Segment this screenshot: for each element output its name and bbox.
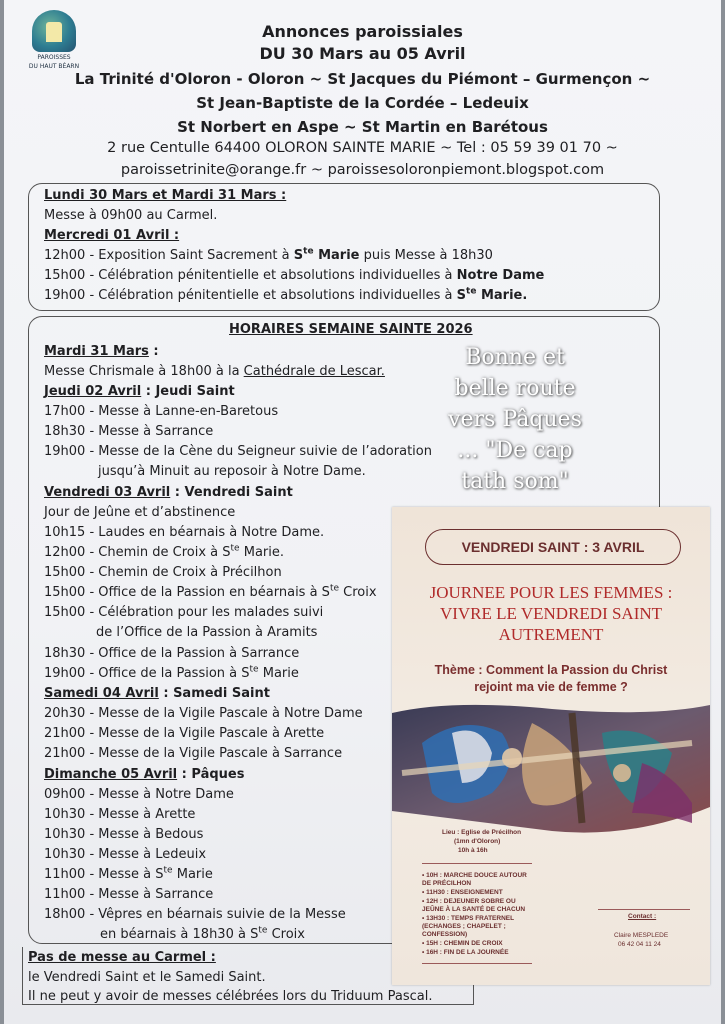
greeting-line: vers Pâques	[448, 407, 582, 432]
passion-painting	[392, 703, 710, 843]
friday-line: 18h30 - Office de la Passion à Sarrance	[44, 646, 300, 661]
sunday-line: 11h00 - Messe à Sarrance	[44, 887, 214, 902]
friday-line: 12h00 - Chemin de Croix à $S^{te}$ Marie.	[44, 543, 285, 560]
thursday-line: 19h00 - Messe de la Cène du Seigneur suivie de l’adoration	[44, 444, 432, 459]
program-item: DE PRÉCILHON	[422, 880, 472, 887]
contact-divider	[598, 909, 690, 910]
sunday-line: 10h30 - Messe à Arette	[44, 807, 196, 822]
friday-line: 15h00 - Office de la Passion en béarnais à $S^{te}$ Croix	[44, 583, 377, 600]
flyer-divider	[422, 963, 532, 964]
saturday-line: 21h00 - Messe de la Vigile Pascale à Sarrance	[44, 746, 343, 761]
thursday-heading: Jeudi 02 Avril : Jeudi Saint	[44, 384, 235, 399]
parishes-line-1: La Trinité d'Oloron - Oloron ~ St Jacques du Piémont – Gurmençon ~	[74, 70, 651, 88]
thursday-line: 18h30 - Messe à Sarrance	[44, 424, 214, 439]
friday-line: 15h00 - Chemin de Croix à Précilhon	[44, 565, 282, 580]
logo-caption-1: PAROISSES	[37, 54, 71, 61]
saturday-line: 20h30 - Messe de la Vigile Pascale à Notre Dame	[44, 706, 363, 721]
friday-line: 10h15 - Laudes en béarnais à Notre Dame.	[44, 525, 325, 540]
saturday-line: 21h00 - Messe de la Vigile Pascale à Arette	[44, 726, 325, 741]
program-item: • 13H30 : TEMPS FRATERNEL	[422, 915, 515, 922]
program-item: • 10H : MARCHE DOUCE AUTOUR	[422, 872, 527, 879]
contact-phone: 06 42 04 11 24	[618, 941, 661, 948]
flyer-title-line: JOURNEE POUR LES FEMMES :	[429, 583, 673, 602]
program-item: • 16H : FIN DE LA JOURNÉE	[422, 949, 509, 956]
wednesday-line-2: 15h00 - Célébration pénitentielle et absolutions individuelles à Notre Dame	[44, 268, 545, 283]
contact-line: paroissetrinite@orange.fr ~ paroissesoloronpiemont.blogspot.com	[120, 162, 605, 178]
carmel-line: Il ne peut y avoir de messes célébrées lors du Triduum Pascal.	[28, 989, 433, 1004]
greeting-line: ... "De cap	[457, 438, 573, 463]
carmel-mass-line: Messe à 09h00 au Carmel.	[44, 208, 218, 223]
easter-greeting	[420, 342, 610, 497]
flyer-title-line: AUTREMENT	[498, 625, 604, 644]
contact-label: Contact :	[628, 913, 657, 920]
program-item: CONFESSION)	[422, 931, 468, 938]
program-item: • 11H30 : ENSEIGNEMENT	[422, 889, 503, 896]
logo-caption-2: DU HAUT BÉARN	[28, 63, 80, 70]
womens-day-flyer	[392, 507, 710, 985]
parishes-line-3: St Norbert en Aspe ~ St Martin en Barétous	[177, 118, 548, 136]
greeting-line: Bonne et	[465, 345, 565, 370]
sunday-line: 09h00 - Messe à Notre Dame	[44, 787, 234, 802]
sunday-line: en béarnais à 18h30 à $S^{te}$ Croix	[100, 925, 305, 942]
thursday-line: 17h00 - Messe à Lanne-en-Baretous	[44, 404, 279, 419]
friday-line: Jour de Jeûne et d’abstinence	[44, 505, 236, 520]
day-heading-monday-tuesday: Lundi 30 Mars et Mardi 31 Mars :	[44, 188, 287, 203]
program-item: • 12H : DEJEUNER SOBRE OU	[422, 898, 516, 905]
friday-line: 19h00 - Office de la Passion à $S^{te}$ Marie	[44, 664, 299, 681]
flyer-divider	[422, 863, 532, 864]
flyer-theme-line: rejoint ma vie de femme ?	[474, 680, 628, 694]
program-item: JEÛNE À LA SANTÉ DE CHACUN	[422, 906, 526, 913]
sunday-line: 10h30 - Messe à Bedous	[44, 827, 204, 842]
greeting-line: tath som"	[461, 469, 569, 494]
thursday-line: jusqu’à Minuit au reposoir à Notre Dame.	[98, 464, 366, 479]
sunday-line: 10h30 - Messe à Ledeuix	[44, 847, 207, 862]
flyer-title-line: VIVRE LE VENDREDI SAINT	[439, 604, 663, 623]
saturday-heading: Samedi 04 Avril : Samedi Saint	[44, 686, 270, 701]
flyer-date-badge: VENDREDI SAINT : 3 AVRIL	[425, 529, 681, 565]
chrism-mass-line: Messe Chrismale à 18h00 à la Cathédrale de Lescar.	[44, 364, 385, 379]
day-heading-wednesday: Mercredi 01 Avril :	[44, 228, 180, 243]
wednesday-line-1: 12h00 - Exposition Saint Sacrement à $S^{te}$ Marie puis Messe à 18h30	[44, 246, 493, 263]
flyer-place-line: (1mn d'Oloron)	[454, 838, 501, 845]
page-title: Annonces paroissiales	[262, 22, 463, 41]
sunday-heading: Dimanche 05 Avril : Pâques	[44, 767, 245, 782]
flyer-place-line: Lieu : Eglise de Précilhon	[442, 829, 522, 836]
parishes-line-2: St Jean-Baptiste de la Cordée – Ledeuix	[196, 94, 529, 112]
program-item: (ECHANGES ; CHAPELET ;	[422, 923, 506, 930]
flyer-place-line: 10h à 16h	[458, 847, 488, 854]
wednesday-line-3: 19h00 - Célébration pénitentielle et absolutions individuelles à $S^{te}$ Marie.	[44, 286, 528, 303]
address-line: 2 rue Centulle 64400 OLORON SAINTE MARIE ~ Tel : 05 59 39 01 70 ~	[107, 140, 618, 156]
contact-name: Claire MESPLEDE	[614, 932, 669, 939]
carmel-line: le Vendredi Saint et le Samedi Saint.	[28, 970, 266, 985]
date-range: DU 30 Mars au 05 Avril	[259, 44, 466, 63]
friday-line: de l’Office de la Passion à Aramits	[96, 625, 318, 640]
flyer-theme-line: Thème : Comment la Passion du Christ	[434, 663, 668, 677]
program-item: • 15H : CHEMIN DE CROIX	[422, 940, 503, 947]
holy-week-heading: HORAIRES SEMAINE SAINTE 2026	[229, 322, 473, 337]
sunday-line: 18h00 - Vêpres en béarnais suivie de la Messe	[44, 907, 346, 922]
friday-heading: Vendredi 03 Avril : Vendredi Saint	[44, 485, 293, 500]
sunday-line: 11h00 - Messe à $S^{te}$ Marie	[44, 865, 213, 882]
tuesday-heading: Mardi 31 Mars :	[44, 344, 159, 359]
friday-line: 15h00 - Célébration pour les malades suivi	[44, 605, 324, 620]
carmel-heading: Pas de messe au Carmel :	[28, 950, 216, 965]
greeting-line: belle route	[454, 376, 576, 401]
